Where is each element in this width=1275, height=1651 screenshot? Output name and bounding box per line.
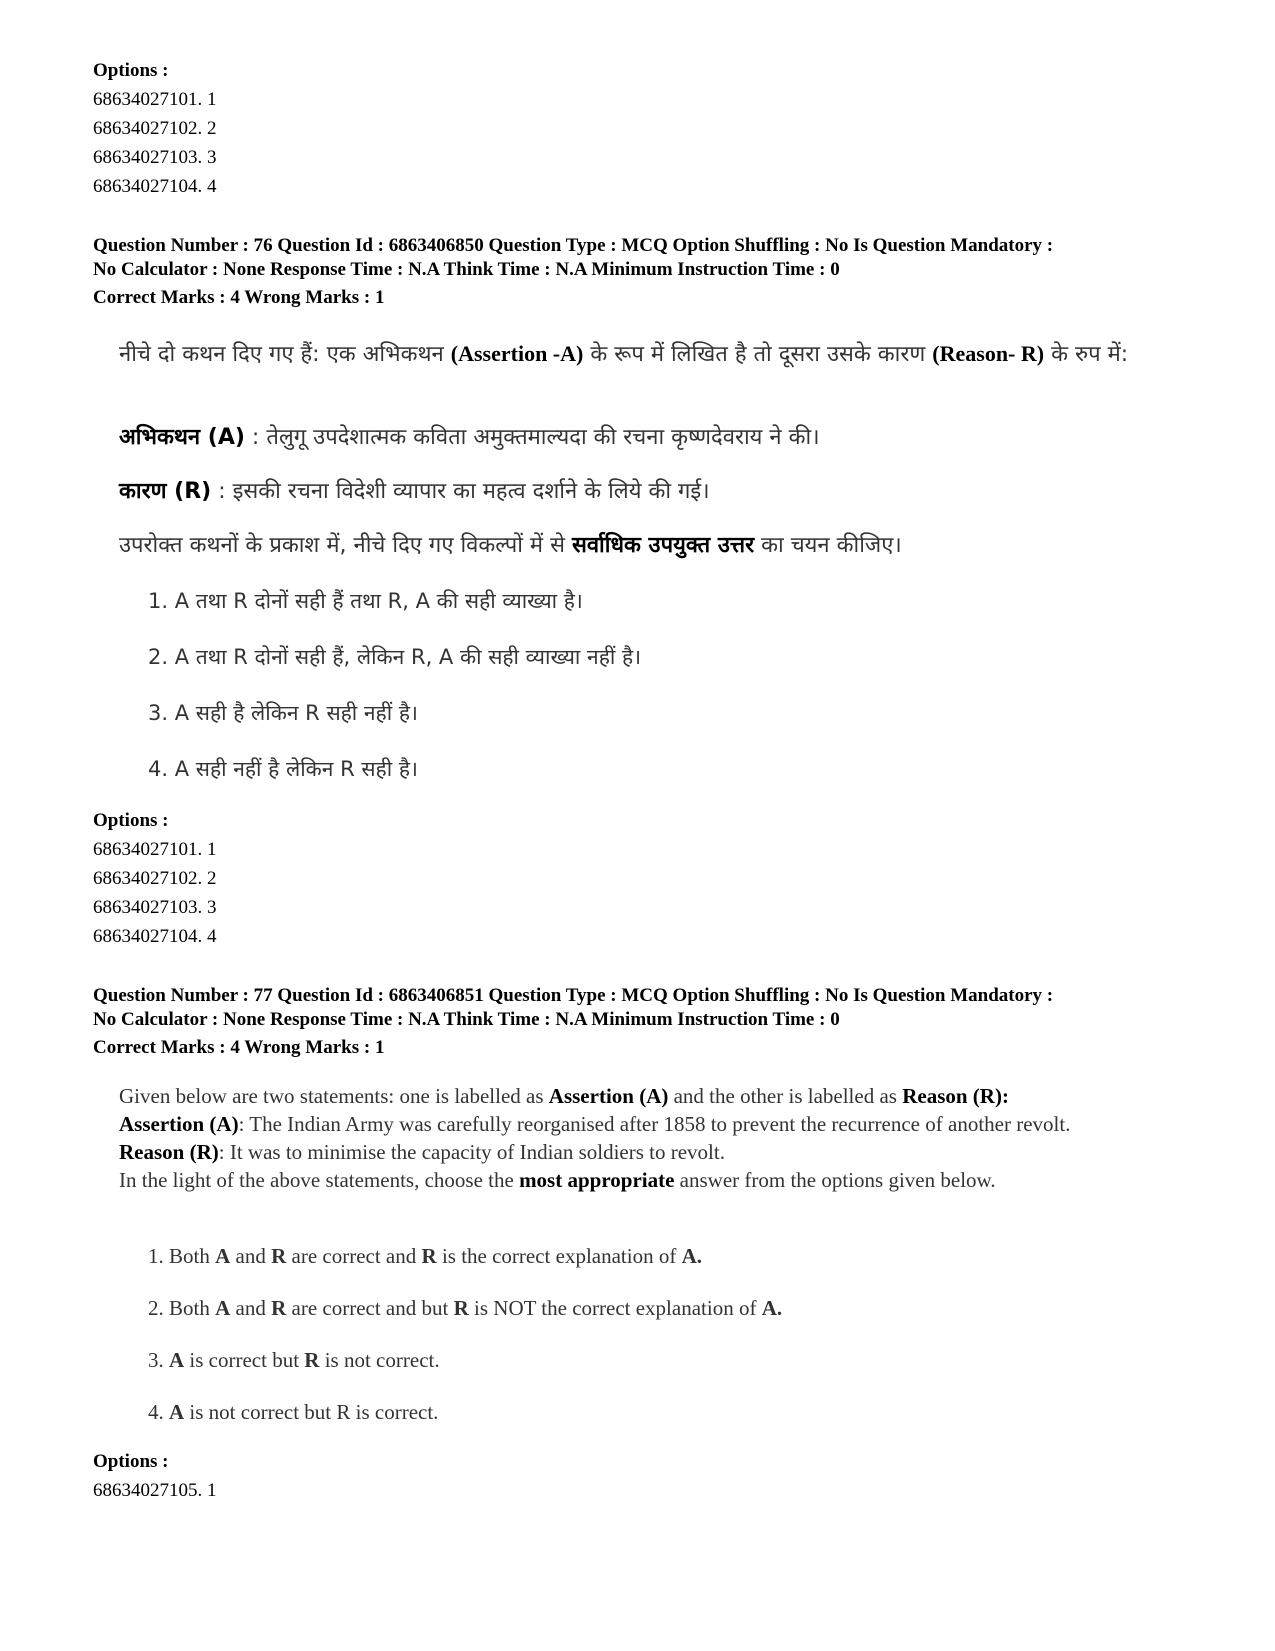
q76-choice-1: 1. A तथा R दोनों सही हैं तथा R, A की सही व्याख्या है। xyxy=(148,589,583,613)
q77-intro-a: Given below are two statements: one is labelled as xyxy=(119,1084,549,1108)
text: and xyxy=(230,1296,272,1320)
q77-choice-4 xyxy=(148,1398,438,1426)
q76-reason-text: : इसकी रचना विदेशी व्यापार का महत्व दर्शाने के लिये की गई। xyxy=(211,479,710,504)
options-label: Options : xyxy=(93,60,169,81)
q77-choice-2 xyxy=(148,1294,782,1322)
q77-statement xyxy=(119,1082,1199,1194)
text: 4. xyxy=(148,1400,169,1424)
text-bold: R xyxy=(304,1348,320,1372)
option-item: 68634027102. 2 xyxy=(93,118,217,139)
q76-instruction xyxy=(119,530,1199,562)
text: is not correct. xyxy=(319,1348,440,1372)
q76-reason xyxy=(119,476,1199,508)
text: are correct and xyxy=(286,1244,422,1268)
q77-marks: Correct Marks : 4 Wrong Marks : 1 xyxy=(93,1037,385,1058)
text-bold: R xyxy=(421,1244,437,1268)
q77-choice-1 xyxy=(148,1242,702,1270)
q77-assertion-text: : The Indian Army was carefully reorganised after 1858 to prevent the recurrence of another revolt. xyxy=(238,1112,1071,1136)
text-bold: A xyxy=(215,1244,231,1268)
q77-reason-label: Reason (R) xyxy=(119,1140,219,1164)
option-item: 68634027102. 2 xyxy=(93,868,217,889)
q77-meta-line1: Question Number : 77 Question Id : 6863406851 Question Type : MCQ Option Shuffling : No Is Question Mandatory : xyxy=(93,985,1054,1006)
text-bold: R xyxy=(453,1296,469,1320)
q77-reason-text: : It was to minimise the capacity of Indian soldiers to revolt. xyxy=(218,1140,725,1164)
text: 2. Both xyxy=(148,1296,216,1320)
option-item: 68634027101. 1 xyxy=(93,89,217,110)
q76-instr-bold: सर्वाधिक उपयुक्त उत्तर xyxy=(571,533,755,558)
text-bold: A xyxy=(215,1296,231,1320)
text: is correct but xyxy=(184,1348,305,1372)
option-item: 68634027104. 4 xyxy=(93,176,217,197)
text: is NOT the correct explanation of xyxy=(468,1296,762,1320)
q77-intro-reason: Reason (R): xyxy=(902,1084,1009,1108)
text-bold: A xyxy=(169,1400,185,1424)
q76-instr-a: उपरोक्त कथनों के प्रकाश में, नीचे दिए गए विकल्पों में से xyxy=(119,533,572,558)
q77-assertion xyxy=(119,1110,1199,1138)
q77-instr-bold: most appropriate xyxy=(519,1168,675,1192)
q77-intro xyxy=(119,1082,1199,1110)
q77-meta-line2: No Calculator : None Response Time : N.A Think Time : N.A Minimum Instruction Time : 0 xyxy=(93,1009,840,1030)
text: 1. Both xyxy=(148,1244,216,1268)
q77-instruction xyxy=(119,1166,1199,1194)
q76-intro-c: के रूप में लिखित है तो दूसरा उसके कारण xyxy=(583,342,933,367)
q77-instr-c: answer from the options given below. xyxy=(674,1168,996,1192)
q76-intro-assertion: (Assertion -A) xyxy=(450,341,584,366)
options-label: Options : xyxy=(93,1451,169,1472)
text: is the correct explanation of xyxy=(436,1244,682,1268)
q76-assertion-text: : तेलुगू उपदेशात्मक कविता अमुक्तमाल्यदा की रचना कृष्णदेवराय ने की। xyxy=(244,425,820,450)
text-bold: R xyxy=(271,1296,287,1320)
text-bold: R xyxy=(271,1244,287,1268)
q76-choice-4: 4. A सही नहीं है लेकिन R सही है। xyxy=(148,757,418,781)
q76-header xyxy=(93,234,1193,310)
option-item: 68634027105. 1 xyxy=(93,1480,217,1501)
text-bold: A. xyxy=(681,1244,703,1268)
q76-intro-e: के रुप में: xyxy=(1044,342,1129,367)
q77-choice-3 xyxy=(148,1346,440,1374)
q76-intro xyxy=(119,338,1199,371)
q76-assertion-label: अभिकथन (A) xyxy=(119,425,245,450)
options-label: Options : xyxy=(93,810,169,831)
q77-header xyxy=(93,984,1193,1060)
q76-options-block xyxy=(93,806,1193,951)
q76-marks: Correct Marks : 4 Wrong Marks : 1 xyxy=(93,287,385,308)
q76-meta-line2: No Calculator : None Response Time : N.A Think Time : N.A Minimum Instruction Time : 0 xyxy=(93,259,840,280)
option-item: 68634027103. 3 xyxy=(93,147,217,168)
q77-assertion-label: Assertion (A) xyxy=(119,1112,239,1136)
q77-instr-a: In the light of the above statements, choose the xyxy=(119,1168,520,1192)
q77-intro-assertion: Assertion (A) xyxy=(548,1084,669,1108)
q76-reason-label: कारण (R) xyxy=(119,479,212,504)
q77-options-block xyxy=(93,1447,1193,1505)
text-bold: A xyxy=(169,1348,185,1372)
option-item: 68634027103. 3 xyxy=(93,897,217,918)
q76-instr-c: का चयन कीजिए। xyxy=(754,533,902,558)
text: and xyxy=(230,1244,272,1268)
q76-meta-line1: Question Number : 76 Question Id : 6863406850 Question Type : MCQ Option Shuffling : No Is Question Mandatory : xyxy=(93,235,1054,256)
option-item: 68634027101. 1 xyxy=(93,839,217,860)
text: are correct and but xyxy=(286,1296,454,1320)
q76-assertion xyxy=(119,422,1199,454)
text-bold: A. xyxy=(761,1296,783,1320)
option-item: 68634027104. 4 xyxy=(93,926,217,947)
q76-intro-reason: (Reason- R) xyxy=(932,341,1045,366)
q76-intro-a: नीचे दो कथन दिए गए हैं: एक अभिकथन xyxy=(119,342,451,367)
text: 3. xyxy=(148,1348,169,1372)
q77-reason xyxy=(119,1138,1199,1166)
q77-intro-c: and the other is labelled as xyxy=(668,1084,903,1108)
q76-choice-3: 3. A सही है लेकिन R सही नहीं है। xyxy=(148,701,418,725)
q76-choice-2: 2. A तथा R दोनों सही हैं, लेकिन R, A की सही व्याख्या नहीं है। xyxy=(148,645,642,669)
top-options-block xyxy=(93,56,1193,201)
text: is not correct but R is correct. xyxy=(184,1400,439,1424)
